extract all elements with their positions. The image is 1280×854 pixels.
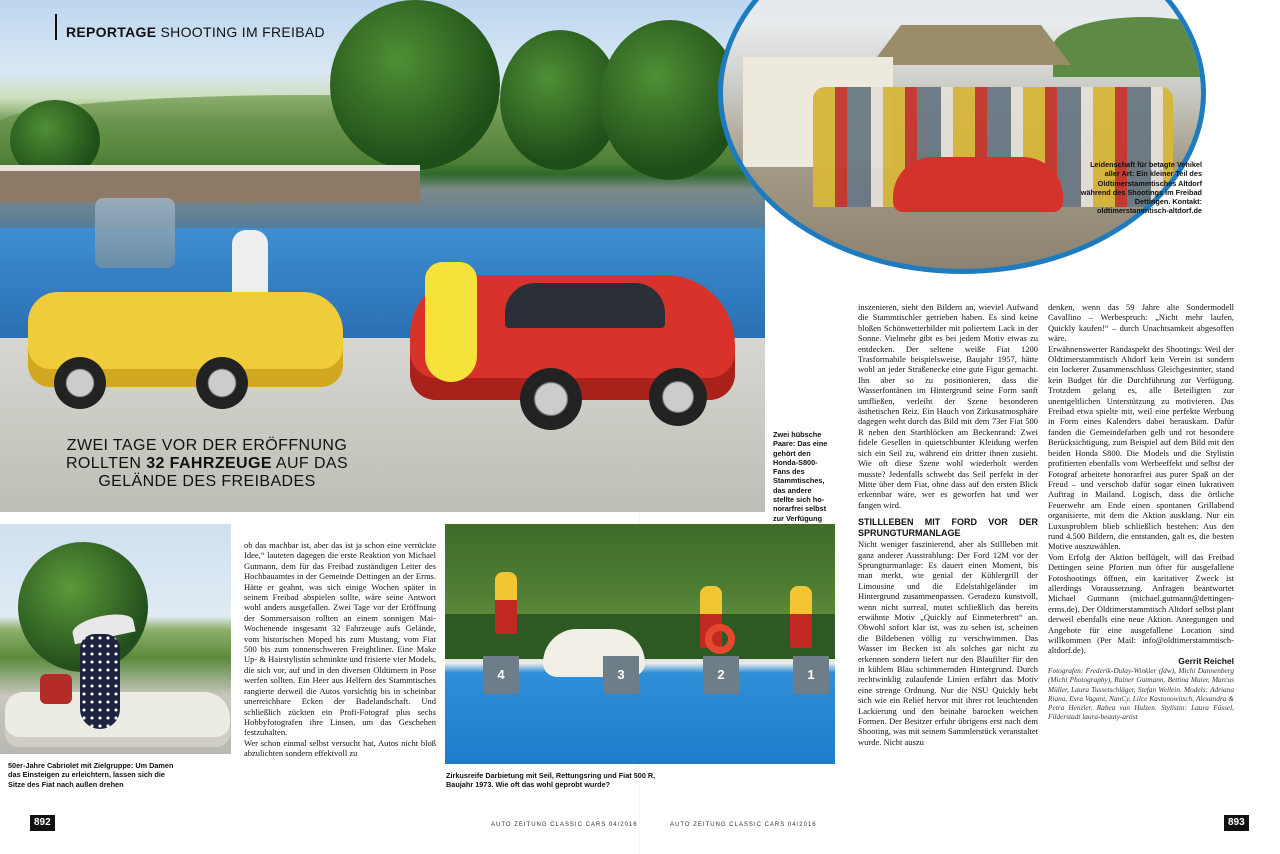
- caption-hero-photo: Zwei hübsche Paare: Das eine gehört den Honda-S800-Fans des Stammtisches, das andere stellte sich honorarfrei selbst zur Verfügung: [773, 430, 828, 523]
- hero-headline-pre: ROLLTEN: [65, 455, 147, 472]
- article-paragraph: Wer schon einmal selbst versucht hat, Autos nicht bloß abzulichten sondern effektvoll zu: [244, 737, 436, 759]
- hero-photo-pool-cars: [0, 0, 765, 512]
- article-column-2: [858, 302, 1038, 747]
- photo-starting-block: [603, 656, 639, 694]
- article-paragraph: Vom Erfolg der Aktion beflügelt, will das Freibad Dettingen seine Pforten nun öfter für ausgefallene Fotoshootings öffnen, ein karitativer Zweck ist allerdings Voraussetzung. Anfragen beantwortet Michael Gutmann (michael.gutmann@dettingen-erms.de). Der Oldtimerstammtisch Altdorf selbst plant derweil ebenfalls eine neue Aktion. Anregungen und Angebote für eine ausgefallene Location sind willkommen (Per Mail: info@oldtimerstammtisch-altdorf.de).: [1048, 551, 1234, 656]
- circle-photo-stammtisch-group: [718, 0, 1206, 274]
- kicker-strong: REPORTAGE: [66, 24, 157, 40]
- hero-headline-line: ZWEI TAGE VOR DER ERÖFFNUNG: [66, 437, 348, 454]
- kicker-rest: SHOOTING IM FREIBAD: [156, 24, 325, 40]
- photo-credits: Fotografen: Frederik-Dulay-Winkler (fdw), Michi Dannenberg (Michi Photography), Rainer Gutmann, Bettina Maier, Marcus Müller, Laura Tussetschläger, Stefan Wellein. Models: Adriana Riana, Esra Vagant, NanCy, Lilce Kastonowitsch, Alexandra & Petra Henzler, Rabea van Hulzen. Stylistin: Laura Füssel, Filderstadt laura-beauty-artist: [1048, 666, 1234, 722]
- author-signature: Gerrit Reichel: [1178, 655, 1234, 666]
- footer-magazine-right: AUTO ZEITUNG CLASSIC CARS 04/2016: [670, 822, 817, 828]
- article-paragraph: Nicht weniger faszinierend, aber als Stillleben mit ganz anderer Ausstrahlung: Der Ford 12M vor der Sprungturmanlage: Es dauert einen Moment, bis man merkt, wie genial der Kühlergrill der Limousine und die Edelstahlgeländer im Hintergrund zusammenpassen. Geradezu kunstvoll, wenn nicht surreal, mutet schließlich das bereits erwähnte Motiv „Quickly auf Einmeterbrett“ an. Obwohl sofort klar ist, was zu sehen ist, scheinen die Bildebenen völlig zu verschwimmen. Das Wasser im Becken ist als solches gar nicht zu erkennen sondern liefert nur den Blaufilter für den in kühlem Blau schimmernden Hintergrund. Durch rechtwinklig zulaufende Linien erfährt das Motiv eine strenge Ordnung. Nur die NSU Quickly hebt sich wie ein Relief hervor mit ihrer rot leuchtenden Lackierung und den beinahe barocken weichen Formen. Der Besitzer erfuhr übrigens erst nach dem Shooting, was mit seinem Sammlerstück veranstaltet wurde. Nicht auszu: [858, 539, 1038, 747]
- article-column-1: [244, 540, 436, 759]
- photo-lifebuoy: [705, 624, 735, 654]
- article-column-3: [1048, 302, 1234, 721]
- footer-magazine-left: AUTO ZEITUNG CLASSIC CARS 04/2016: [491, 822, 638, 828]
- photo-model: [425, 262, 477, 382]
- hero-headline-line: GELÄNDE DES FREIBADES: [98, 473, 316, 490]
- photo-fountain: [95, 198, 175, 268]
- article-paragraph: ob das machbar ist, aber das ist ja schon eine verrückte Idee,“ lauteten dagegen die erste Reaktion von Michael Gutmann, dem für das Freibad zuständigen Leiter des Hochbauamtes in der Gemeinde Dettingen an der Erms. Hätte er geahnt, was sich einige Wochen später in seinem Freibad abspielen sollte, wäre seine Antwort wohl anders ausgefallen. Zwei Tage vor der Eröffnung der Sommersaison rollten an einem sonnigen Mai-Wochenende insgesamt 32 Fahrzeuge aufs Gelände, vom historischen Moped bis zum Mustang, vom Fiat 500 bis zum tonnenschweren Freightliner. Eine Make Up- & Hairstylistin schminkte und frisierte vier Models, die sich vor, auf und in den diversen Oldtimern in Pose werfen sollten. Ein Heer aus Helfern des Stammtisches rangierte derweil die Autos vorsichtig bis in scheinbar unerreichbare Ecken der Badelandschaft. Und schließlich zückten ein Profi-Fotograf plus sechs Hobbyfotografen ihre Linsen, um das Geschehen festzuhalten.: [244, 540, 436, 738]
- fiat-rope-photo: [445, 524, 835, 764]
- article-subheading: STILLLEBEN MIT FORD VOR DER SPRUNGTURMANLAGE: [858, 517, 1038, 539]
- hero-headline-line: [42, 455, 372, 473]
- photo-performer: [495, 572, 517, 634]
- photo-performer: [790, 586, 812, 648]
- hero-headline-post: AUF DAS: [271, 455, 349, 472]
- photo-yellow-honda: [28, 292, 343, 387]
- photo-hills: [1053, 17, 1206, 77]
- article-paragraph: inszenieren, sieht den Bildern an, wieviel Aufwand die Stammtischler getrieben haben. Es sind keine bloßen Schönwetterbilder mit poliertem Lack in der Sonne. Vielmehr gibt es bei jedem Motiv etwas zu entdecken. Der seltene weiße Fiat 1200 Trasformabile beispielsweise, Baujahr 1957, hätte wohl an jeder Straßenecke eine gute Figur gemacht. Ihn aber so zu positionieren, dass die Wasserfontänen im Hintergrund seine Form sanft umfließen, verleiht der Szene besonderen ästhetischen Reiz. Ein Hauch von Zirkusatmosphäre dagegen weht durch das Bild mit dem 73er Fiat 500 R neben den Startblöcken am Beckenrand: Zwei fidele Gesellen in quietschbunter Kleidung werfen sich ein Seil zu, während ein dritter ihnen zusieht. Wie oft diese Szene wohl wiederholt werden musste? Jedenfalls schwebt das Seil perfekt in der Mitte über dem Fiat, ohne dass auf den ersten Blick erkennbar wäre, wer es geworfen hat und wer fangen wird.: [858, 302, 1038, 510]
- photo-tree: [330, 0, 500, 170]
- photo-starting-block: [703, 656, 739, 694]
- photo-model: [80, 634, 120, 729]
- photo-starting-block: [483, 656, 519, 694]
- photo-red-moped: [893, 157, 1063, 212]
- caption-fiat-photo: Zirkusreife Darbietung mit Seil, Rettungsring und Fiat 500 R, Baujahr 1973. Wie oft das wohl geprobt wurde?: [446, 771, 656, 790]
- block-number: 3: [617, 667, 625, 682]
- photo-starting-block: [793, 656, 829, 694]
- section-kicker: [66, 24, 325, 40]
- hero-headline: [42, 437, 372, 491]
- photo-pavilion-roof: [871, 25, 1071, 65]
- caption-circle-photo: Leidenschaft für betagte Vehikel aller Art: Ein kleiner Teil des Oldtimerstammtisches Altdorf während des Shootings im Freibad Dettingen. Kontakt: oldtimerstammtisch-altdorf.de: [1080, 160, 1202, 216]
- photo-building: [0, 165, 420, 203]
- page-number-left: 892: [30, 815, 55, 831]
- photo-red-seat: [40, 674, 72, 704]
- block-number: 1: [807, 667, 815, 682]
- article-paragraph: Erwähnenswerter Randaspekt des Shootings: Weil der Oldtimerstammtisch Altdorf kein Verein ist sondern ein lockerer Zusammenschluss Gleichgesinnter, stand kein Budget für die Durchführung zur Verfügung. Trotzdem gelang es, alle Beteiligten zur unentgeltlichen Unterstützung zu motivieren. Das Freibad etwa spielte mit, weil eine perfekte Werbung in Form eines Kalenders dabei herauskam. Dafür fanden die Gemeindefarben gelb und rot besondere Berücksichtigung, zum Beispiel auf dem Bild mit den beiden Honda S800. Die Models und die Stylistin profitierten ebenfalls vom Werbeeffekt und selbst der Fotograf arbeitete honorarfrei aus purer Spaß an der Freud – und verschob dafür sogar einen lukrativen Auftrag in Mailand. Logisch, dass die örtliche Feuerwehr am Ende einen spontanen Grillabend organisierte, mit dem die Aktion ausklang. Nur ein Luxusproblem blieb schließlich bestehen: Aus den rund 4.500 Bildern, die entstanden, galt es, die besten Motive auszuwählen.: [1048, 343, 1234, 552]
- cabrio-photo: [0, 524, 231, 754]
- hero-headline-strong: 32 FAHRZEUGE: [146, 455, 272, 472]
- article-paragraph: denken, wenn das 59 Jahre alte Sondermodell Cavallino – Werbespruch: „Nicht mehr laufen, Quickly kaufen!“ – durch Unachtsamkeit abgesoffen wäre.: [1048, 302, 1234, 344]
- block-number: 4: [497, 667, 505, 682]
- kicker-rule: [55, 14, 57, 40]
- caption-cabrio-photo: 50er-Jahre Cabriolet mit Zielgruppe: Um Damen das Einsteigen zu erleichtern, lassen sich die Sitze des Fiat nach außen drehen: [8, 761, 174, 789]
- page-number-right: 893: [1224, 815, 1249, 831]
- block-number: 2: [717, 667, 725, 682]
